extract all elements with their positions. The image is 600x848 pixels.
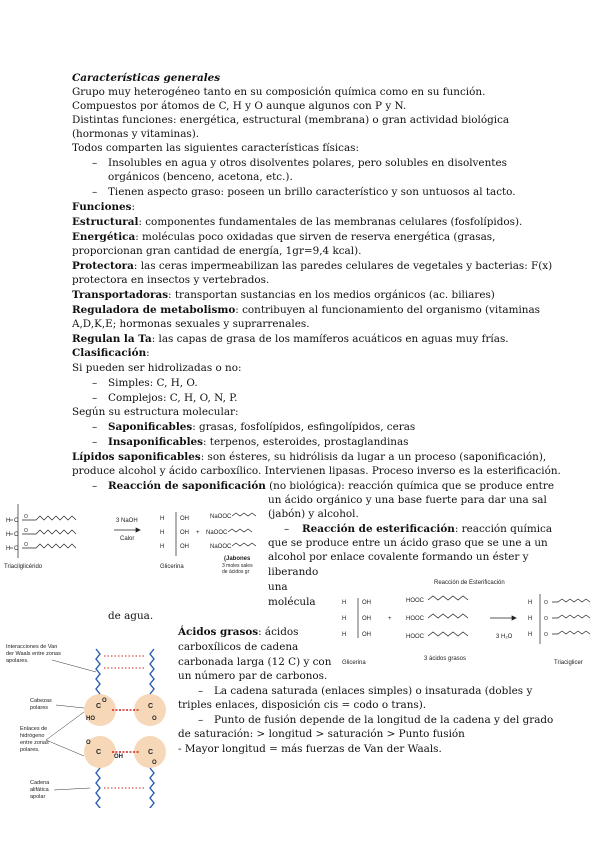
fatty-chain xyxy=(22,530,76,534)
label-sales: 3 moles sales xyxy=(222,563,253,569)
atom-c: C xyxy=(148,749,154,756)
label-cadena: Cadena xyxy=(30,780,50,786)
pointer-line xyxy=(46,740,84,756)
arrow-head xyxy=(136,528,140,532)
atom-o: O xyxy=(102,698,107,704)
paragraph-line: un ácido orgánico y una base fuerte para dar una sal xyxy=(268,494,547,506)
term-text: : componentes fundamentales de las membranas celulares (fosfolípidos). xyxy=(138,216,523,228)
paragraph-line: Distintas funciones: energética, estructural (membrana) o gran actividad biológica xyxy=(72,114,510,126)
atom-o: O xyxy=(24,542,28,548)
label-hooc: HOOC xyxy=(406,616,424,622)
term-text: : transportan sustancias en los medios orgánicos (ac. biliares) xyxy=(168,289,495,301)
group-oh: OH xyxy=(362,632,371,638)
label-enlaces: Enlaces de xyxy=(20,726,48,732)
atom-c: C xyxy=(96,749,102,756)
function-protectora xyxy=(72,260,552,273)
atom-o: O xyxy=(152,760,157,766)
paragraph-line: Compuestos por átomos de C, H y O aunque algunos con P y N. xyxy=(72,100,407,112)
atom-c: C xyxy=(96,703,102,710)
pointer-line xyxy=(52,660,96,672)
atom-h: H xyxy=(6,518,11,524)
atom-o: O xyxy=(544,616,548,622)
paragraph-line: molécula xyxy=(268,596,316,608)
label-glicerina: Glicerina xyxy=(342,660,366,666)
label-hooc: HOOC xyxy=(406,634,424,640)
section-heading-generales: Características generales xyxy=(72,72,221,84)
acidos-line xyxy=(178,626,299,639)
atom-h: H xyxy=(342,600,347,606)
atom-c: C xyxy=(148,703,154,710)
fatty-chain xyxy=(22,516,76,520)
plus-sign: + xyxy=(388,616,392,622)
atom-h: H xyxy=(160,530,165,536)
term-label: Energética xyxy=(72,231,136,243)
term-text: : las ceras impermeabilizan las paredes celulares de vegetales y bacterias: F(x) xyxy=(133,260,553,272)
paragraph-line: proporcionan gran cantidad de energía, 1gr=9,4 kcal). xyxy=(72,245,362,257)
term-label: Reacción de esterificación xyxy=(302,523,455,535)
group-oh: OH xyxy=(180,516,189,522)
ester-chain xyxy=(552,599,590,602)
fatty-acid-interaction-diagram xyxy=(0,628,176,808)
atom-h: H xyxy=(528,632,533,638)
paragraph-line: Todos comparten las siguientes características físicas: xyxy=(72,142,360,154)
bullet-dash: – xyxy=(284,523,290,535)
bullet-dash: – xyxy=(92,436,98,448)
group-oh: OH xyxy=(362,616,371,622)
lipidos-line xyxy=(72,451,546,464)
aliphatic-chain xyxy=(150,768,154,808)
bullet-text: Tienen aspecto graso: poseen un brillo característico y son untuosos al tacto. xyxy=(108,186,516,198)
paragraph-line: (jabón) y alcohol. xyxy=(268,508,359,520)
group-oh: OH xyxy=(114,754,123,760)
term-text: : grasas, fosfolípidos, esfingolípidos, ceras xyxy=(192,421,416,433)
atom-o: O xyxy=(24,528,28,534)
paragraph-line: - Mayor longitud = más fuerzas de Van der Waals. xyxy=(178,743,442,755)
paragraph-line: un número par de carbonos. xyxy=(178,670,328,682)
paragraph-line: protectora en insectos y vertebrados. xyxy=(72,274,270,286)
term-text: : contribuyen al funcionamiento del organismo (vitaminas xyxy=(235,304,541,316)
term-label: Regulan la Ta xyxy=(72,333,152,345)
paragraph-line: alcohol por enlace covalente formando un éster y xyxy=(268,551,529,563)
term-text: : reacción química xyxy=(454,523,553,535)
atom-h: H xyxy=(528,600,533,606)
pointer-line xyxy=(46,712,84,740)
arrow-head xyxy=(512,616,516,620)
diagram-title: Reacción de Esterificación xyxy=(434,580,505,586)
label-glicerina: Glicerina xyxy=(160,564,184,570)
atom-c: C xyxy=(14,518,19,524)
term-text: : las capas de grasa de los mamíferos acuáticos en aguas muy frías. xyxy=(151,333,509,345)
label-naooc: NaOOC xyxy=(206,530,228,536)
label-acidos: 3 ácidos grasos xyxy=(424,656,467,662)
ester-chain xyxy=(552,615,590,618)
bullet-text xyxy=(108,421,415,434)
soap-chain xyxy=(228,529,252,532)
function-regulan xyxy=(72,333,509,346)
atom-c: C xyxy=(14,546,19,552)
bullet-dash: – xyxy=(92,421,98,433)
paragraph-line: Grupo muy heterogéneo tanto en su composición química como en su función. xyxy=(72,86,486,98)
bullet-text: Simples: C, H, O. xyxy=(108,377,198,389)
label-vdw: der Waals entre zonas xyxy=(6,651,61,657)
label-jabones: (Jabones xyxy=(224,556,251,562)
acid-chain xyxy=(428,632,468,636)
reagent-heat: Calor xyxy=(120,536,135,542)
label-triacil: Triacilglicérido xyxy=(4,564,43,570)
term-text: : terpenos, esteroides, prostaglandinas xyxy=(202,436,409,448)
paragraph-line: de saturación: > longitud > saturación > Punto fusión xyxy=(178,728,465,740)
label-enlaces: hidrógeno xyxy=(20,733,45,739)
atom-o: O xyxy=(544,600,548,606)
function-reguladora xyxy=(72,304,540,317)
aliphatic-chain xyxy=(96,649,100,694)
bullet-dash: – xyxy=(198,685,204,697)
polar-head xyxy=(134,694,166,726)
heading-text: Clasificación xyxy=(72,347,147,359)
pointer-line xyxy=(56,705,84,708)
term-label: Reguladora de metabolismo xyxy=(72,304,236,316)
bullet-text: Insolubles en agua y otros disolventes polares, pero solubles en disolventes xyxy=(108,157,507,169)
atom-h: H xyxy=(342,632,347,638)
atom-o: O xyxy=(544,632,548,638)
paragraph-line: de agua. xyxy=(108,610,154,622)
term-text: : ácidos xyxy=(258,626,299,638)
atom-c: C xyxy=(14,532,19,538)
bullet-dash: – xyxy=(92,480,98,492)
paragraph-line: (hormonas y vitaminas). xyxy=(72,128,200,140)
label-acidos: de ácidos gr xyxy=(222,569,250,575)
heading-colon: : xyxy=(146,347,150,359)
atom-o: O xyxy=(24,514,28,520)
label-enlaces: polares. xyxy=(20,747,40,753)
fatty-chain xyxy=(22,544,76,548)
paragraph-line: que se produce entre un ácido graso que se une a un xyxy=(268,537,548,549)
section-heading-funciones xyxy=(72,201,135,214)
atom-h: H xyxy=(6,546,11,552)
acid-chain xyxy=(428,596,468,600)
term-label: Saponificables xyxy=(108,421,193,433)
term-text: : son ésteres, su hidrólisis da lugar a un proceso (saponificación), xyxy=(200,451,547,463)
bullet-text: orgánicos (benceno, acetona, etc.). xyxy=(108,171,293,183)
aliphatic-chain xyxy=(150,649,154,694)
group-oh: OH xyxy=(362,600,371,606)
atom-h: H xyxy=(342,616,347,622)
paragraph-line: produce alcohol y ácido carboxílico. Intervienen lipasas. Proceso inverso es la esterificación. xyxy=(72,465,561,477)
label-vdw: Interacciones de Van xyxy=(6,644,58,650)
section-heading-clasificacion xyxy=(72,347,150,360)
function-estructural xyxy=(72,216,522,229)
acid-chain xyxy=(428,614,468,618)
bullet-text xyxy=(108,480,554,493)
function-transportadoras xyxy=(72,289,495,302)
label-hooc: HOOC xyxy=(406,598,424,604)
saponification-diagram xyxy=(0,496,265,582)
bullet-dash: – xyxy=(198,714,204,726)
label-cabezas: Cabezas xyxy=(30,698,52,704)
bullet-text xyxy=(302,523,552,536)
term-label: Ácidos grasos xyxy=(178,626,259,638)
paragraph-line: triples enlaces, disposición cis = codo o trans). xyxy=(178,699,427,711)
label-naooc: NaOOC xyxy=(210,544,232,550)
paragraph-line: una xyxy=(268,581,288,593)
term-label: Reacción de saponificación xyxy=(108,480,266,492)
atom-h: H xyxy=(160,516,165,522)
plus-sign: + xyxy=(196,530,200,536)
paragraph-line: liberando xyxy=(268,566,319,578)
bullet-text xyxy=(108,436,409,449)
reagent-naoh: 3 NaOH xyxy=(116,518,138,524)
group-ho: HO xyxy=(86,716,95,722)
label-vdw: apolares. xyxy=(6,658,29,664)
term-label: Insaponificables xyxy=(108,436,203,448)
aliphatic-chain xyxy=(96,768,100,808)
atom-h: H xyxy=(160,544,165,550)
bullet-dash: – xyxy=(92,157,98,169)
term-text: (no biológica): reacción química que se produce entre xyxy=(265,480,554,492)
heading-text: Funciones xyxy=(72,201,132,213)
paragraph-line: A,D,K,E; hormonas sexuales y suprarrenales. xyxy=(72,318,310,330)
group-oh: OH xyxy=(180,530,189,536)
bullet-text: Punto de fusión depende de la longitud de la cadena y del grado xyxy=(214,714,554,726)
label-cadena: alifática xyxy=(30,787,49,793)
bullet-dash: – xyxy=(92,392,98,404)
pointer-line xyxy=(54,788,90,790)
term-label: Protectora xyxy=(72,260,134,272)
group-oh: OH xyxy=(180,544,189,550)
bullet-dash: – xyxy=(92,186,98,198)
function-energetica xyxy=(72,231,495,244)
label-naooc: NaOOC xyxy=(210,514,232,520)
paragraph-line: Según su estructura molecular: xyxy=(72,406,239,418)
label-cabezas: polares xyxy=(30,705,49,711)
bullet-text: Complejos: C, H, O, N, P. xyxy=(108,392,238,404)
term-label: Lípidos saponificables xyxy=(72,451,201,463)
bullet-dash: – xyxy=(92,377,98,389)
esterification-diagram xyxy=(338,576,600,668)
label-water: 3 H₂O xyxy=(496,634,513,640)
paragraph-line: carbonada larga (12 C) y con xyxy=(178,656,332,668)
ester-chain xyxy=(552,631,590,634)
atom-h: H xyxy=(6,532,11,538)
term-text: : moléculas poco oxidadas que sirven de reserva energética (grasas, xyxy=(135,231,496,243)
atom-h: H xyxy=(528,616,533,622)
atom-o: O xyxy=(86,740,91,746)
bullet-text: La cadena saturada (enlaces simples) o insaturada (dobles y xyxy=(214,685,533,697)
label-triacilglicerido: Triaciglicer xyxy=(554,660,583,666)
paragraph-line: carboxílicos de cadena xyxy=(178,641,299,653)
label-enlaces: entre zonas xyxy=(20,740,49,746)
label-cadena: apolar xyxy=(30,794,46,800)
heading-colon: : xyxy=(131,201,136,213)
term-label: Estructural xyxy=(72,216,139,228)
term-label: Transportadoras xyxy=(72,289,169,301)
soap-chain xyxy=(232,543,256,546)
soap-chain xyxy=(232,513,256,516)
paragraph-line: Si pueden ser hidrolizadas o no: xyxy=(72,362,242,374)
atom-o: O xyxy=(152,716,157,722)
